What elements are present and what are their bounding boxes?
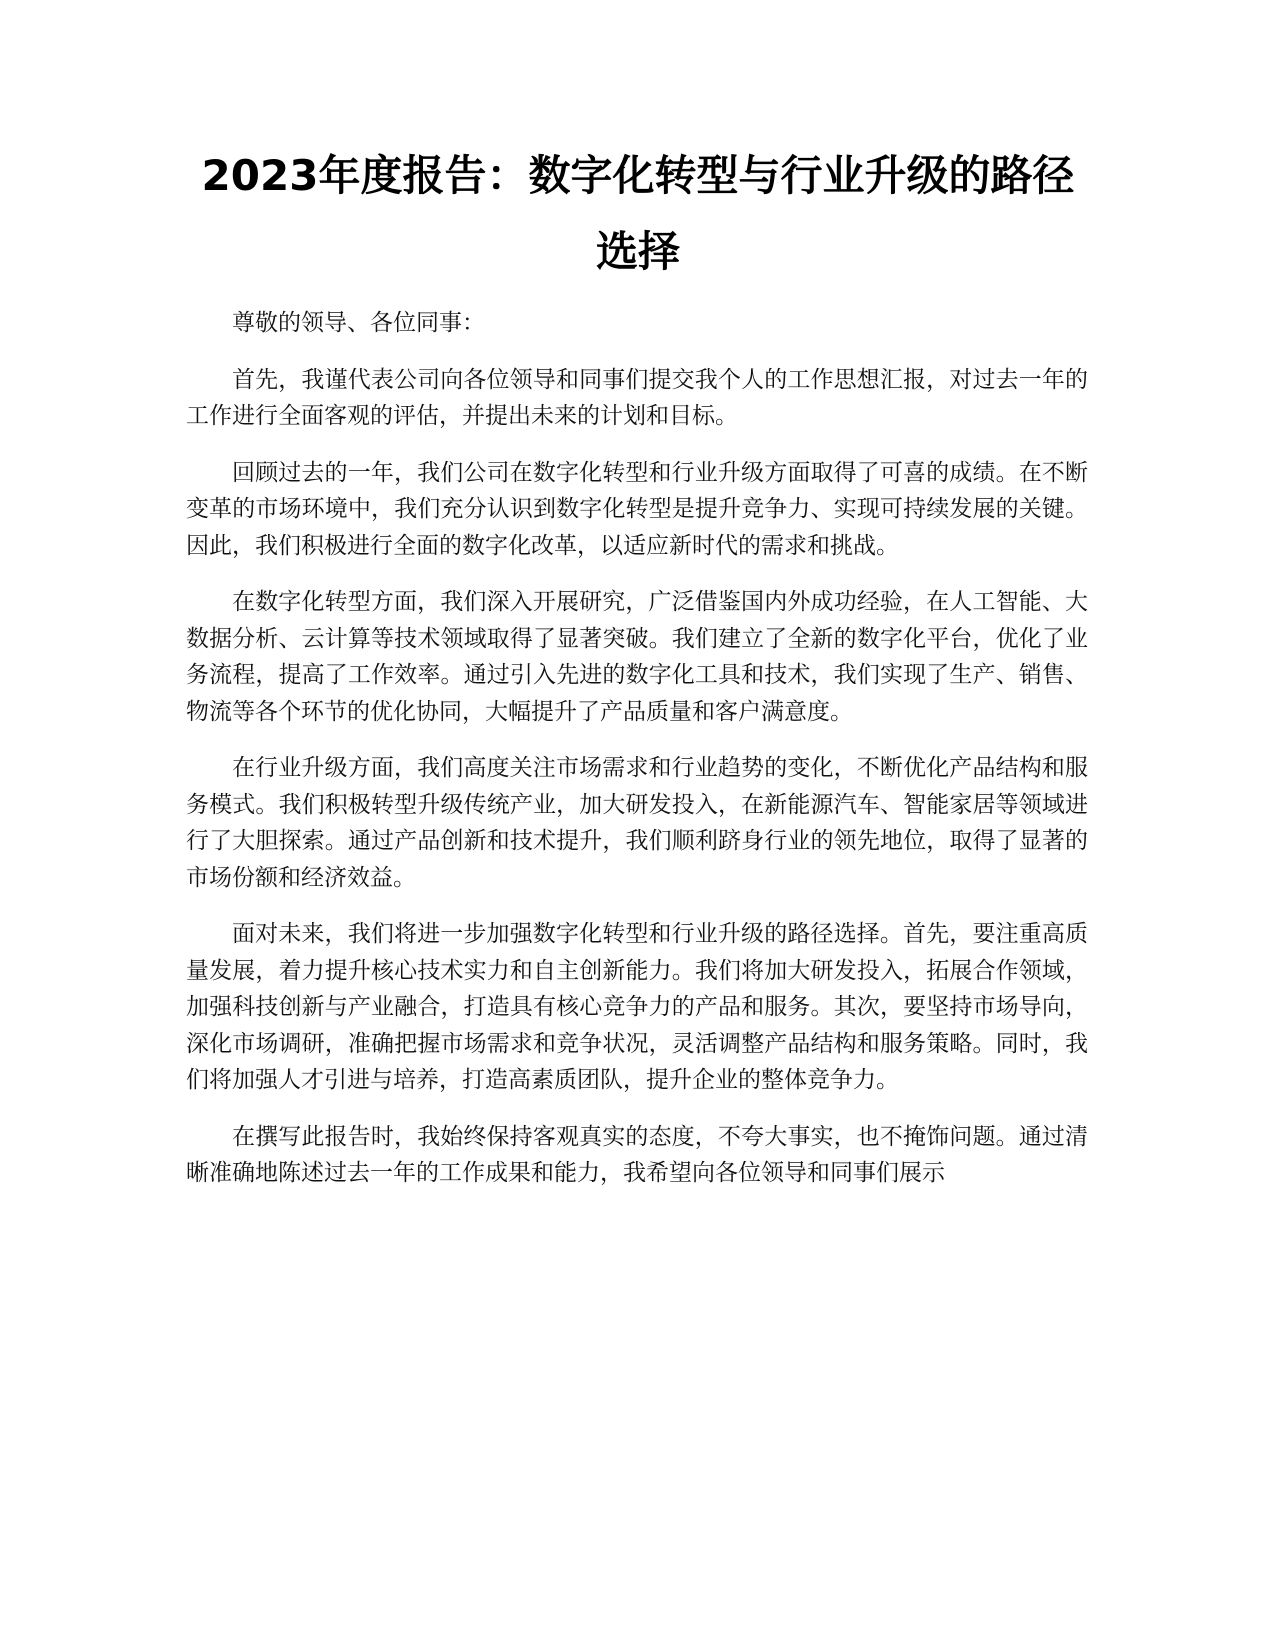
body-paragraph: 在数字化转型方面，我们深入开展研究，广泛借鉴国内外成功经验，在人工智能、大数据分析、云计算等技术领域取得了显著突破。我们建立了全新的数字化平台，优化了业务流程，提高了工作效率。通过引入先进的数字化工具和技术，我们实现了生产、销售、物流等各个环节的优化协同，大幅提升了产品质量和客户满意度。 [186,589,1088,725]
salutation-paragraph: 尊敬的领导、各位同事： [232,310,485,336]
body-paragraph: 首先，我谨代表公司向各位领导和同事们提交我个人的工作思想汇报，对过去一年的工作进行全面客观的评估，并提出未来的计划和目标。 [186,366,1088,429]
body-paragraph: 回顾过去的一年，我们公司在数字化转型和行业升级方面取得了可喜的成绩。在不断变革的市场环境中，我们充分认识到数字化转型是提升竞争力、实现可持续发展的关键。因此，我们积极进行全面的数字化改革，以适应新时代的需求和挑战。 [186,459,1088,559]
body-paragraph: 面对未来，我们将进一步加强数字化转型和行业升级的路径选择。首先，要注重高质量发展，着力提升核心技术实力和自主创新能力。我们将加大研发投入，拓展合作领域，加强科技创新与产业融合，打造具有核心竞争力的产品和服务。其次，要坚持市场导向，深化市场调研，准确把握市场需求和竞争状况，灵活调整产品结构和服务策略。同时，我们将加强人才引进与培养，打造高素质团队，提升企业的整体竞争力。 [186,921,1088,1093]
body-paragraph: 在行业升级方面，我们高度关注市场需求和行业趋势的变化，不断优化产品结构和服务模式。我们积极转型升级传统产业，加大研发投入，在新能源汽车、智能家居等领域进行了大胆探索。通过产品创新和技术提升，我们顺利跻身行业的领先地位，取得了显著的市场份额和经济效益。 [186,755,1088,891]
document-title: 2023年度报告：数字化转型与行业升级的路径选择 [201,151,1075,276]
document-body [186,305,1088,1212]
body-paragraph: 在撰写此报告时，我始终保持客观真实的态度，不夸大事实，也不掩饰问题。通过清晰准确地陈述过去一年的工作成果和能力，我希望向各位领导和同事们展示 [186,1123,1088,1186]
